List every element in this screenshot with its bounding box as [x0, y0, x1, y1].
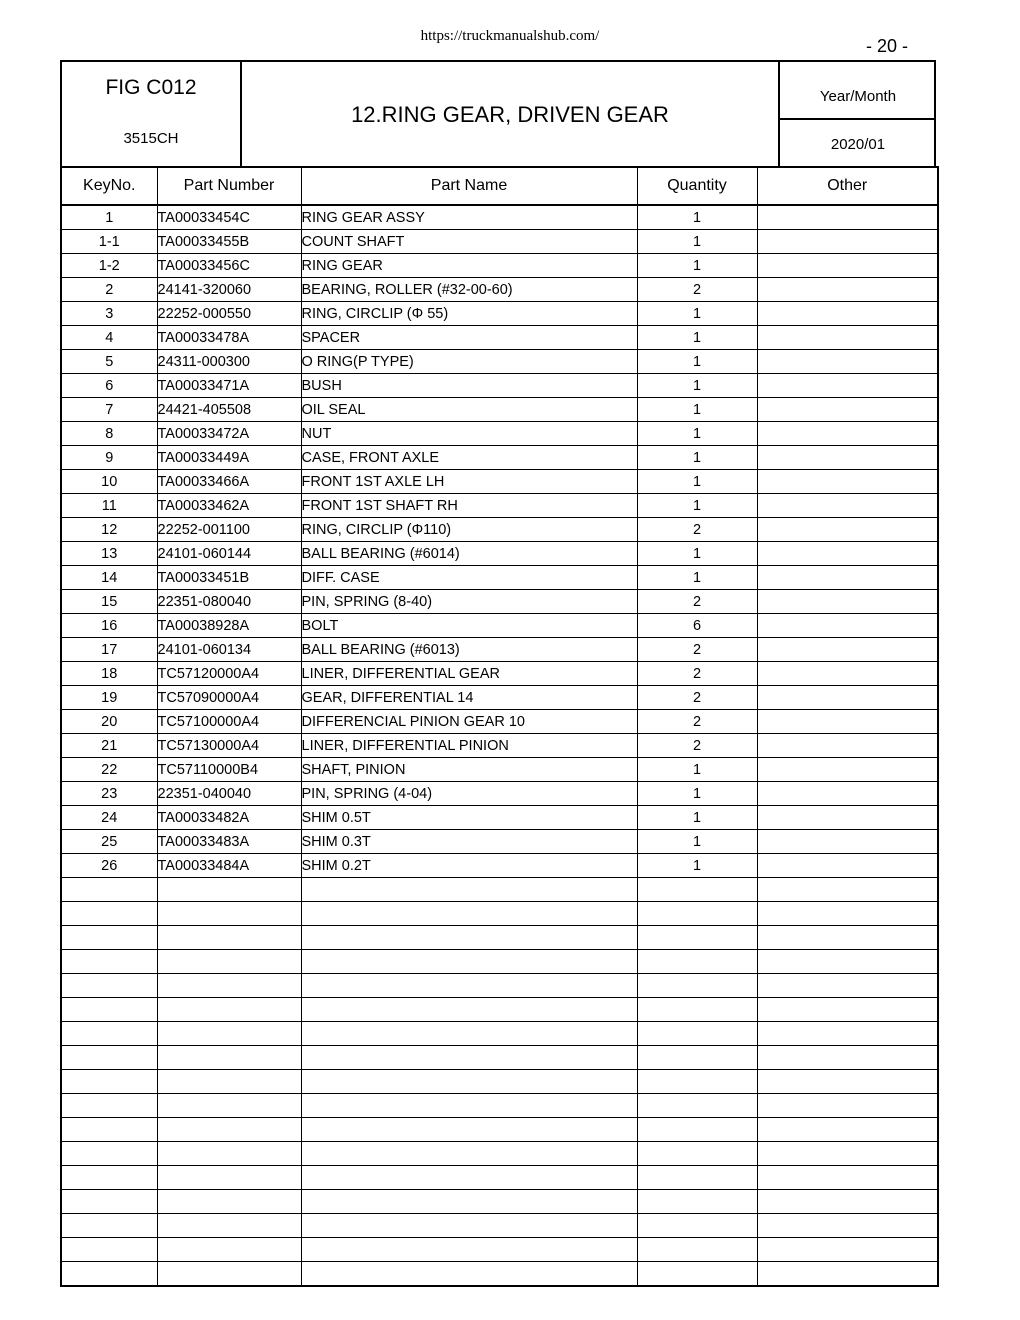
part-number-cell	[157, 1070, 301, 1094]
page-number: - 20 -	[866, 36, 909, 56]
table-row	[61, 806, 938, 830]
other-cell	[757, 446, 938, 470]
part-name-cell	[301, 1238, 637, 1262]
part-name-cell	[301, 1262, 637, 1287]
key-number-cell: 26	[61, 854, 157, 878]
figure-cell	[62, 62, 242, 166]
part-name-cell	[301, 1190, 637, 1214]
part-number-cell	[157, 998, 301, 1022]
part-number-cell	[157, 1118, 301, 1142]
quantity-cell: 1	[637, 494, 757, 518]
quantity-cell	[637, 1190, 757, 1214]
key-number-cell	[61, 1118, 157, 1142]
other-cell	[757, 1046, 938, 1070]
key-number-cell	[61, 1238, 157, 1262]
other-cell	[757, 758, 938, 782]
other-cell	[757, 662, 938, 686]
quantity-cell: 2	[637, 518, 757, 542]
part-name-cell	[301, 1070, 637, 1094]
key-number-cell: 8	[61, 422, 157, 446]
other-cell	[757, 998, 938, 1022]
table-row	[61, 566, 938, 590]
part-number-cell: 22252-001100	[157, 518, 301, 542]
table-row	[61, 1190, 938, 1214]
table-row	[61, 998, 938, 1022]
column-header-other: Other	[757, 167, 938, 205]
table-row	[61, 1214, 938, 1238]
quantity-cell	[637, 1142, 757, 1166]
table-row	[61, 1262, 938, 1287]
table-row	[61, 590, 938, 614]
part-name-cell: BALL BEARING (#6013)	[301, 638, 637, 662]
other-cell	[757, 326, 938, 350]
table-row	[61, 662, 938, 686]
key-number-cell	[61, 1166, 157, 1190]
part-name-cell: PIN, SPRING (4-04)	[301, 782, 637, 806]
key-number-cell: 16	[61, 614, 157, 638]
other-cell	[757, 614, 938, 638]
part-number-cell: 24101-060144	[157, 542, 301, 566]
quantity-cell: 1	[637, 398, 757, 422]
table-row	[61, 878, 938, 902]
quantity-cell: 2	[637, 590, 757, 614]
other-cell	[757, 494, 938, 518]
parts-table-body	[61, 205, 938, 1286]
part-name-cell	[301, 1214, 637, 1238]
quantity-cell	[637, 1262, 757, 1287]
other-cell	[757, 782, 938, 806]
part-number-cell	[157, 1262, 301, 1287]
table-row	[61, 230, 938, 254]
part-name-cell	[301, 1022, 637, 1046]
part-number-cell: TA00033456C	[157, 254, 301, 278]
part-name-cell: SHAFT, PINION	[301, 758, 637, 782]
other-cell	[757, 878, 938, 902]
other-cell	[757, 902, 938, 926]
key-number-cell	[61, 1070, 157, 1094]
part-number-cell: TC57090000A4	[157, 686, 301, 710]
part-number-cell	[157, 1046, 301, 1070]
part-number-cell	[157, 1094, 301, 1118]
part-name-cell: FRONT 1ST SHAFT RH	[301, 494, 637, 518]
quantity-cell: 1	[637, 542, 757, 566]
other-cell	[757, 1214, 938, 1238]
other-cell	[757, 374, 938, 398]
quantity-cell: 1	[637, 230, 757, 254]
quantity-cell: 2	[637, 638, 757, 662]
quantity-cell: 1	[637, 806, 757, 830]
other-cell	[757, 590, 938, 614]
part-number-cell	[157, 902, 301, 926]
other-cell	[757, 1070, 938, 1094]
part-name-cell	[301, 1118, 637, 1142]
part-number-cell: TA00038928A	[157, 614, 301, 638]
other-cell	[757, 734, 938, 758]
table-row	[61, 758, 938, 782]
quantity-cell	[637, 926, 757, 950]
part-name-cell: SHIM 0.5T	[301, 806, 637, 830]
part-number-cell	[157, 1214, 301, 1238]
table-row	[61, 854, 938, 878]
other-cell	[757, 422, 938, 446]
key-number-cell	[61, 1262, 157, 1287]
table-row	[61, 1022, 938, 1046]
other-cell	[757, 1118, 938, 1142]
table-row	[61, 1166, 938, 1190]
part-number-cell	[157, 1238, 301, 1262]
key-number-cell: 18	[61, 662, 157, 686]
quantity-cell	[637, 1238, 757, 1262]
part-number-cell: TA00033472A	[157, 422, 301, 446]
key-number-cell: 21	[61, 734, 157, 758]
table-row	[61, 494, 938, 518]
key-number-cell: 20	[61, 710, 157, 734]
table-row	[61, 446, 938, 470]
table-row	[61, 1238, 938, 1262]
part-name-cell: BUSH	[301, 374, 637, 398]
other-cell	[757, 278, 938, 302]
year-month-label-cell	[780, 62, 936, 120]
key-number-cell	[61, 902, 157, 926]
part-name-cell: BEARING, ROLLER (#32-00-60)	[301, 278, 637, 302]
other-cell	[757, 1238, 938, 1262]
quantity-cell	[637, 1214, 757, 1238]
part-number-cell: 24421-405508	[157, 398, 301, 422]
quantity-cell	[637, 1118, 757, 1142]
other-cell	[757, 830, 938, 854]
part-number-cell: TC57130000A4	[157, 734, 301, 758]
part-number-cell: TA00033484A	[157, 854, 301, 878]
part-name-cell: LINER, DIFFERENTIAL PINION	[301, 734, 637, 758]
key-number-cell: 14	[61, 566, 157, 590]
part-name-cell: SHIM 0.2T	[301, 854, 637, 878]
other-cell	[757, 686, 938, 710]
quantity-cell: 6	[637, 614, 757, 638]
part-name-cell: O RING(P TYPE)	[301, 350, 637, 374]
part-name-cell	[301, 974, 637, 998]
other-cell	[757, 1022, 938, 1046]
quantity-cell	[637, 1046, 757, 1070]
parts-header	[60, 60, 936, 168]
table-row	[61, 542, 938, 566]
key-number-cell: 17	[61, 638, 157, 662]
table-row	[61, 782, 938, 806]
part-number-cell	[157, 1142, 301, 1166]
quantity-cell: 1	[637, 830, 757, 854]
parts-table	[60, 166, 939, 1287]
table-row	[61, 326, 938, 350]
key-number-cell	[61, 1046, 157, 1070]
part-name-cell: SHIM 0.3T	[301, 830, 637, 854]
quantity-cell: 2	[637, 710, 757, 734]
key-number-cell: 5	[61, 350, 157, 374]
part-number-cell: TA00033455B	[157, 230, 301, 254]
other-cell	[757, 1094, 938, 1118]
quantity-cell: 2	[637, 686, 757, 710]
other-cell	[757, 470, 938, 494]
part-name-cell	[301, 1094, 637, 1118]
key-number-cell	[61, 974, 157, 998]
part-name-cell: COUNT SHAFT	[301, 230, 637, 254]
other-cell	[757, 638, 938, 662]
key-number-cell: 23	[61, 782, 157, 806]
part-number-cell: 24101-060134	[157, 638, 301, 662]
part-name-cell	[301, 1142, 637, 1166]
table-row	[61, 638, 938, 662]
other-cell	[757, 854, 938, 878]
table-row	[61, 1118, 938, 1142]
other-cell	[757, 254, 938, 278]
other-cell	[757, 806, 938, 830]
key-number-cell: 22	[61, 758, 157, 782]
part-name-cell	[301, 902, 637, 926]
other-cell	[757, 230, 938, 254]
quantity-cell: 2	[637, 734, 757, 758]
other-cell	[757, 710, 938, 734]
quantity-cell	[637, 1094, 757, 1118]
key-number-cell	[61, 1022, 157, 1046]
other-cell	[757, 350, 938, 374]
table-row	[61, 254, 938, 278]
key-number-cell: 1	[61, 205, 157, 230]
part-name-cell: RING, CIRCLIP (Φ 55)	[301, 302, 637, 326]
year-month-value: 2020/01	[830, 136, 886, 153]
part-number-cell: TA00033466A	[157, 470, 301, 494]
key-number-cell: 19	[61, 686, 157, 710]
part-name-cell: RING, CIRCLIP (Φ110)	[301, 518, 637, 542]
part-name-cell: GEAR, DIFFERENTIAL 14	[301, 686, 637, 710]
part-number-cell	[157, 1022, 301, 1046]
part-name-cell	[301, 1166, 637, 1190]
key-number-cell: 2	[61, 278, 157, 302]
source-url: https://truckmanualshub.com/	[420, 28, 600, 44]
quantity-cell	[637, 1070, 757, 1094]
part-number-cell: TA00033462A	[157, 494, 301, 518]
quantity-cell: 2	[637, 662, 757, 686]
quantity-cell	[637, 1166, 757, 1190]
key-number-cell: 12	[61, 518, 157, 542]
part-number-cell	[157, 974, 301, 998]
title-cell	[242, 62, 780, 166]
key-number-cell	[61, 1190, 157, 1214]
table-row	[61, 1142, 938, 1166]
part-name-cell: NUT	[301, 422, 637, 446]
part-name-cell: RING GEAR	[301, 254, 637, 278]
table-row	[61, 1046, 938, 1070]
key-number-cell	[61, 926, 157, 950]
year-month-label: Year/Month	[819, 88, 897, 105]
part-name-cell: BOLT	[301, 614, 637, 638]
key-number-cell: 6	[61, 374, 157, 398]
part-name-cell: OIL SEAL	[301, 398, 637, 422]
key-number-cell	[61, 878, 157, 902]
part-name-cell: CASE, FRONT AXLE	[301, 446, 637, 470]
part-number-cell: 22252-000550	[157, 302, 301, 326]
part-number-cell	[157, 1190, 301, 1214]
quantity-cell: 1	[637, 566, 757, 590]
part-name-cell: DIFF. CASE	[301, 566, 637, 590]
part-name-cell: BALL BEARING (#6014)	[301, 542, 637, 566]
part-number-cell: TA00033483A	[157, 830, 301, 854]
part-name-cell: FRONT 1ST AXLE LH	[301, 470, 637, 494]
quantity-cell: 1	[637, 758, 757, 782]
quantity-cell	[637, 902, 757, 926]
quantity-cell: 1	[637, 854, 757, 878]
part-number-cell: TA00033471A	[157, 374, 301, 398]
quantity-cell: 1	[637, 422, 757, 446]
table-row	[61, 950, 938, 974]
quantity-cell	[637, 974, 757, 998]
quantity-cell: 1	[637, 782, 757, 806]
key-number-cell: 9	[61, 446, 157, 470]
table-row	[61, 205, 938, 230]
key-number-cell	[61, 998, 157, 1022]
part-number-cell	[157, 878, 301, 902]
other-cell	[757, 542, 938, 566]
key-number-cell: 11	[61, 494, 157, 518]
table-row	[61, 710, 938, 734]
table-row	[61, 734, 938, 758]
part-name-cell: SPACER	[301, 326, 637, 350]
quantity-cell	[637, 878, 757, 902]
table-row	[61, 422, 938, 446]
quantity-cell: 1	[637, 446, 757, 470]
table-row	[61, 1070, 938, 1094]
part-number-cell: TA00033482A	[157, 806, 301, 830]
part-name-cell: LINER, DIFFERENTIAL GEAR	[301, 662, 637, 686]
other-cell	[757, 1142, 938, 1166]
model-code: 3515CH	[123, 130, 179, 147]
part-number-cell: TA00033454C	[157, 205, 301, 230]
key-number-cell: 1-1	[61, 230, 157, 254]
part-number-cell: TC57100000A4	[157, 710, 301, 734]
table-row	[61, 974, 938, 998]
key-number-cell: 10	[61, 470, 157, 494]
other-cell	[757, 1262, 938, 1287]
quantity-cell	[637, 950, 757, 974]
key-number-cell: 13	[61, 542, 157, 566]
key-number-cell: 7	[61, 398, 157, 422]
quantity-cell	[637, 1022, 757, 1046]
key-number-cell: 25	[61, 830, 157, 854]
part-name-cell	[301, 878, 637, 902]
table-row	[61, 1094, 938, 1118]
figure-code: FIG C012	[105, 76, 197, 99]
part-number-cell: 24141-320060	[157, 278, 301, 302]
other-cell	[757, 1190, 938, 1214]
table-row	[61, 686, 938, 710]
table-row	[61, 614, 938, 638]
table-row	[61, 278, 938, 302]
column-header-keyno: KeyNo.	[61, 167, 157, 205]
quantity-cell: 1	[637, 205, 757, 230]
part-number-cell: TC57120000A4	[157, 662, 301, 686]
key-number-cell: 4	[61, 326, 157, 350]
other-cell	[757, 566, 938, 590]
part-number-cell: 22351-040040	[157, 782, 301, 806]
part-number-cell: 24311-000300	[157, 350, 301, 374]
quantity-cell: 1	[637, 254, 757, 278]
key-number-cell: 24	[61, 806, 157, 830]
quantity-cell: 2	[637, 278, 757, 302]
part-name-cell	[301, 950, 637, 974]
part-number-cell: TA00033451B	[157, 566, 301, 590]
other-cell	[757, 926, 938, 950]
table-row	[61, 518, 938, 542]
part-number-cell: TC57110000B4	[157, 758, 301, 782]
key-number-cell: 3	[61, 302, 157, 326]
quantity-cell: 1	[637, 350, 757, 374]
other-cell	[757, 1166, 938, 1190]
table-row	[61, 902, 938, 926]
other-cell	[757, 974, 938, 998]
part-number-cell: TA00033478A	[157, 326, 301, 350]
part-number-cell	[157, 926, 301, 950]
table-row	[61, 470, 938, 494]
key-number-cell: 1-2	[61, 254, 157, 278]
part-number-cell: 22351-080040	[157, 590, 301, 614]
part-number-cell	[157, 1166, 301, 1190]
key-number-cell	[61, 1142, 157, 1166]
part-name-cell	[301, 998, 637, 1022]
quantity-cell: 1	[637, 302, 757, 326]
table-row	[61, 374, 938, 398]
quantity-cell: 1	[637, 374, 757, 398]
year-month-value-cell	[780, 120, 936, 166]
part-name-cell	[301, 926, 637, 950]
table-row	[61, 398, 938, 422]
key-number-cell: 15	[61, 590, 157, 614]
key-number-cell	[61, 1094, 157, 1118]
column-header-part-name: Part Name	[301, 167, 637, 205]
other-cell	[757, 950, 938, 974]
other-cell	[757, 205, 938, 230]
part-name-cell: RING GEAR ASSY	[301, 205, 637, 230]
other-cell	[757, 518, 938, 542]
part-number-cell	[157, 950, 301, 974]
table-row	[61, 350, 938, 374]
column-header-quantity: Quantity	[637, 167, 757, 205]
part-name-cell: PIN, SPRING (8-40)	[301, 590, 637, 614]
page-title: 12.RING GEAR, DRIVEN GEAR	[351, 102, 669, 127]
quantity-cell: 1	[637, 470, 757, 494]
other-cell	[757, 302, 938, 326]
quantity-cell: 1	[637, 326, 757, 350]
table-row	[61, 926, 938, 950]
key-number-cell	[61, 1214, 157, 1238]
table-header-row	[61, 167, 938, 205]
part-name-cell: DIFFERENCIAL PINION GEAR 10	[301, 710, 637, 734]
part-number-cell: TA00033449A	[157, 446, 301, 470]
part-name-cell	[301, 1046, 637, 1070]
other-cell	[757, 398, 938, 422]
table-row	[61, 302, 938, 326]
table-row	[61, 830, 938, 854]
key-number-cell	[61, 950, 157, 974]
quantity-cell	[637, 998, 757, 1022]
column-header-part-number: Part Number	[157, 167, 301, 205]
